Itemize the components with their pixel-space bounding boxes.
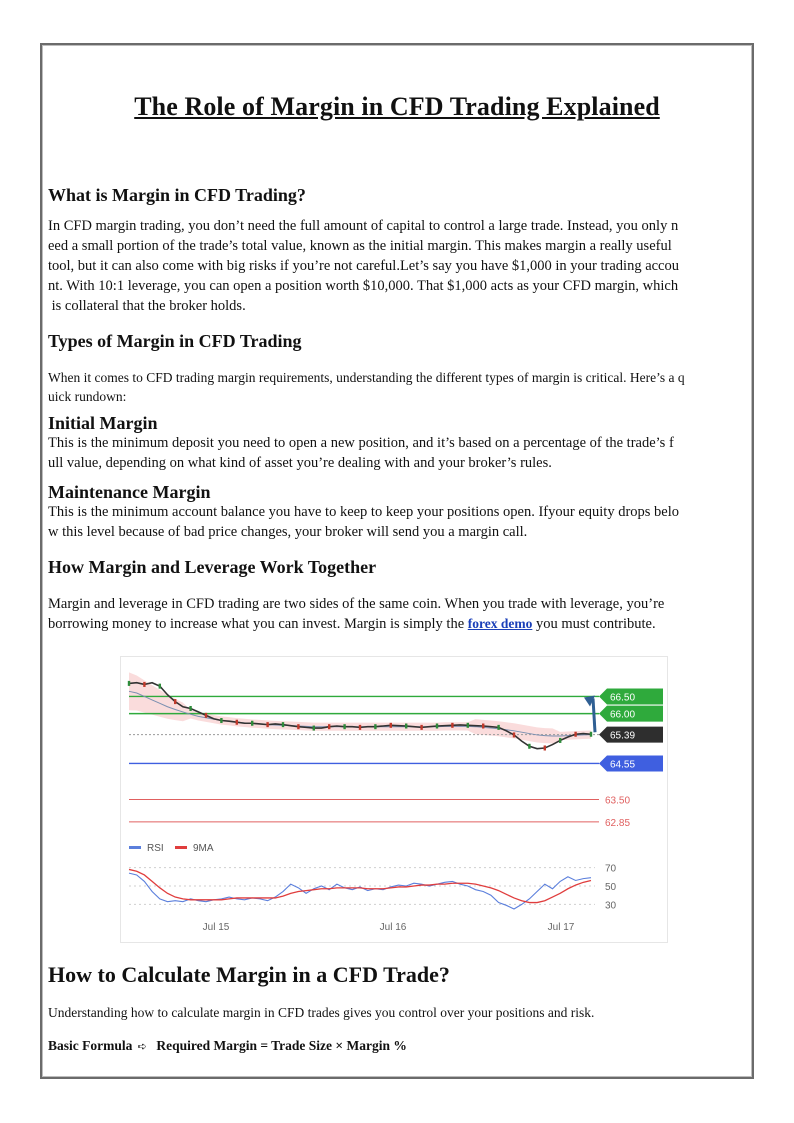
rsi-tick-label: 50 xyxy=(605,882,617,893)
candle-mark xyxy=(451,723,453,728)
candle-mark xyxy=(559,738,561,743)
paragraph-calc-intro xyxy=(48,1003,748,1022)
text-line: This is the minimum deposit you need to open a new position, and it’s based on a percentage of the trade’s f xyxy=(48,435,674,451)
text-line: Margin and leverage in CFD trading are two sides of the same coin. When you trade with leverage, you’re xyxy=(48,596,665,612)
candle-mark xyxy=(159,684,161,689)
heading-calculate-margin: How to Calculate Margin in a CFD Trade? xyxy=(48,962,450,987)
legend-swatch xyxy=(175,846,187,849)
text-line: nt. With 10:1 leverage, you can open a position worth $10,000. That $1,000 acts as your CFD margin, which xyxy=(48,278,679,294)
candle-mark xyxy=(574,732,576,737)
text-fragment: borrowing money to increase what you can invest. Margin is simply the xyxy=(48,616,468,632)
page-title: The Role of Margin in CFD Trading Explained xyxy=(134,92,660,121)
candle-mark xyxy=(359,725,361,730)
candle-mark xyxy=(390,723,392,728)
text-line xyxy=(48,614,748,634)
trading-chart xyxy=(121,657,667,942)
price-level-label: 63.50 xyxy=(605,795,631,807)
text-line: tool, but it can also come with big risks if you’re not careful.Let’s say you have $1,000 in your trading accou xyxy=(48,258,679,274)
basic-formula xyxy=(48,1038,748,1054)
text-line: ull value, depending on what kind of asset you’re dealing with and your broker’s rules. xyxy=(48,455,552,471)
candle-mark xyxy=(220,718,222,723)
x-tick-label: Jul 17 xyxy=(547,922,575,933)
chart-canvas xyxy=(121,657,667,942)
candle-mark xyxy=(528,744,530,749)
text-line: w this level because of bad price changes, your broker will send you a margin call. xyxy=(48,524,528,540)
candle-mark xyxy=(205,713,207,718)
paragraph-initial-margin xyxy=(48,433,748,473)
candle-mark xyxy=(143,682,145,687)
formula-label: Basic Formula xyxy=(48,1038,133,1053)
heading-what-is-margin: What is Margin in CFD Trading? xyxy=(48,185,306,205)
arrow-icon: ➪ xyxy=(137,1040,147,1053)
candle-mark xyxy=(251,721,253,726)
candle-mark xyxy=(513,732,515,737)
text-fragment: you must contribute. xyxy=(532,616,656,632)
candle-mark xyxy=(236,720,238,725)
paragraph-maintenance-margin xyxy=(48,502,748,542)
candle-mark xyxy=(297,724,299,729)
text-line: In CFD margin trading, you don’t need the full amount of capital to control a large trade. Instead, you only n xyxy=(48,218,679,234)
x-tick-label: Jul 15 xyxy=(202,922,230,933)
candle-mark xyxy=(544,745,546,750)
candle-mark xyxy=(282,722,284,727)
paragraph-types-intro xyxy=(48,368,748,406)
candle-mark xyxy=(467,723,469,728)
rsi-tick-label: 70 xyxy=(605,863,617,875)
text-line: This is the minimum account balance you have to keep to keep your positions open. Ifyour equity drops belo xyxy=(48,504,680,520)
price-level-label: 66.00 xyxy=(610,709,636,721)
heading-margin-and-leverage: How Margin and Leverage Work Together xyxy=(48,557,377,577)
price-level-label: 65.39 xyxy=(610,730,636,742)
candle-mark xyxy=(420,725,422,730)
heading-initial-margin: Initial Margin xyxy=(48,413,158,433)
candle-mark xyxy=(497,725,499,730)
candle-mark xyxy=(189,706,191,711)
price-level-label: 62.85 xyxy=(605,817,631,829)
text-line: uick rundown: xyxy=(48,389,127,404)
projection-arrow xyxy=(593,698,595,732)
legend-label: 9MA xyxy=(193,843,214,854)
text-line: eed a small portion of the trade’s total value, known as the initial margin. This makes margin a really useful xyxy=(48,238,672,254)
candle-mark xyxy=(266,722,268,727)
candle-mark xyxy=(128,681,130,686)
price-level-label: 66.50 xyxy=(610,692,636,704)
text-line: When it comes to CFD trading margin requirements, understanding the different types of margin is critical. Here’s a q xyxy=(48,370,685,385)
bollinger-band xyxy=(129,672,591,743)
heading-maintenance-margin: Maintenance Margin xyxy=(48,482,211,502)
candle-mark xyxy=(590,732,592,737)
candle-mark xyxy=(343,724,345,729)
candle-mark xyxy=(313,726,315,731)
forex-demo-link[interactable]: forex demo xyxy=(467,616,533,631)
text-line: Understanding how to calculate margin in CFD trades gives you control over your positions and risk. xyxy=(48,1005,595,1020)
text-line: is collateral that the broker holds. xyxy=(48,298,246,314)
candle-mark xyxy=(405,724,407,729)
paragraph-leverage xyxy=(48,594,748,634)
candle-mark xyxy=(374,724,376,729)
candle-mark xyxy=(174,699,176,704)
rsi-line xyxy=(129,873,591,909)
legend-label: RSI xyxy=(147,843,164,854)
candle-mark xyxy=(482,724,484,729)
rsi-tick-label: 30 xyxy=(605,900,617,912)
price-level-label: 64.55 xyxy=(610,759,636,771)
x-tick-label: Jul 16 xyxy=(379,922,407,933)
candle-mark xyxy=(436,724,438,729)
candle-mark xyxy=(328,724,330,729)
formula-text: Required Margin = Trade Size × Margin % xyxy=(156,1038,407,1053)
paragraph-what-is-margin xyxy=(48,216,748,316)
heading-types-of-margin: Types of Margin in CFD Trading xyxy=(48,331,302,351)
legend-swatch xyxy=(129,846,141,849)
